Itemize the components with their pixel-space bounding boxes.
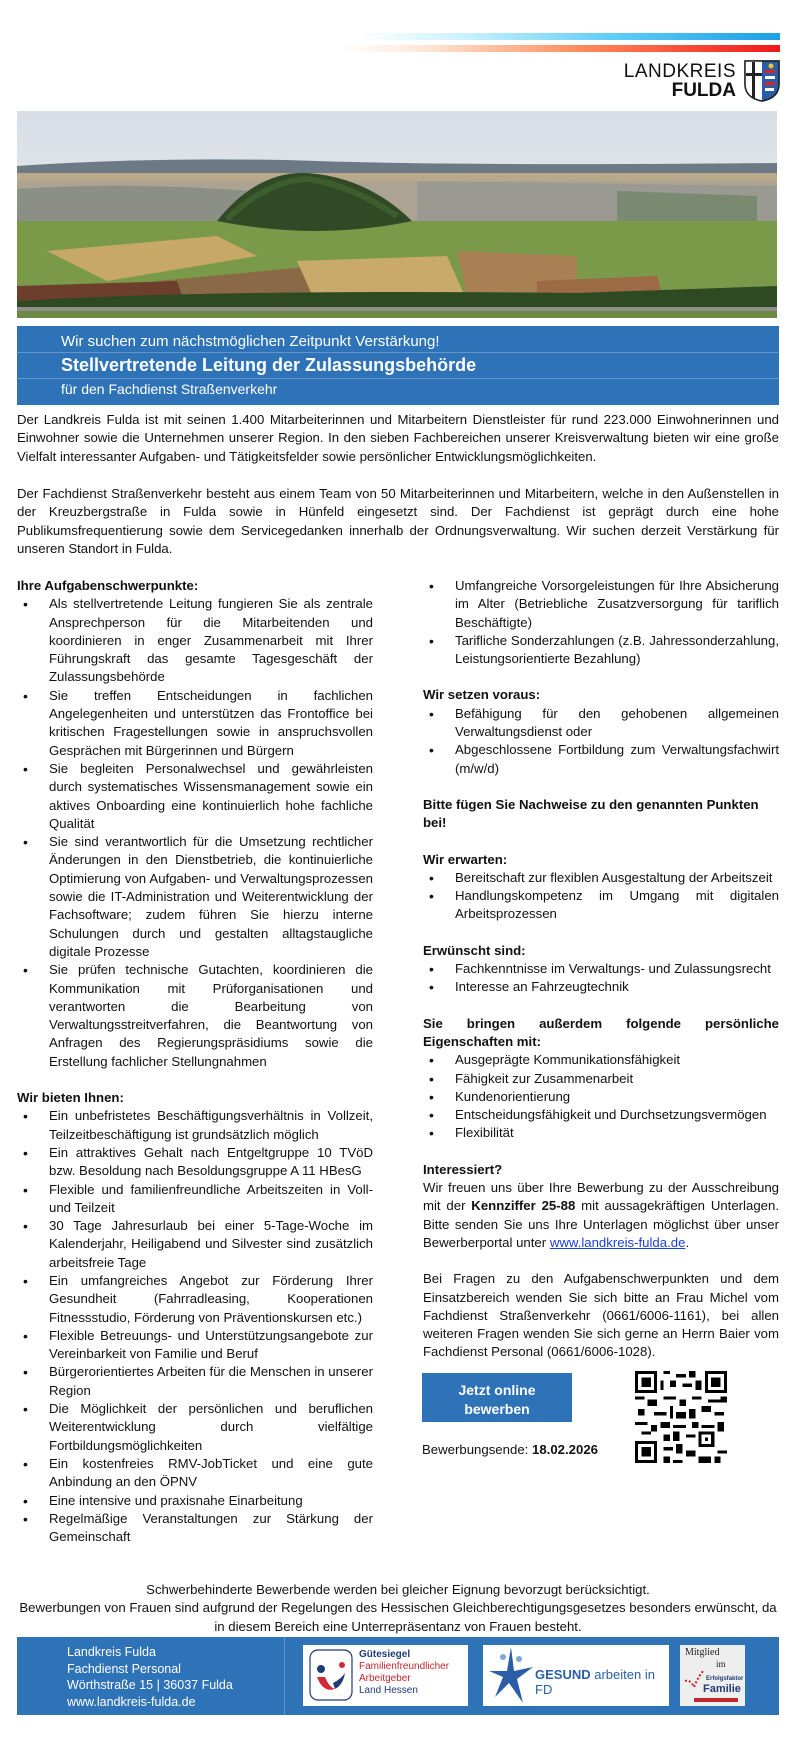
badge2-rest: arbeiten in FD	[535, 1667, 655, 1697]
familienfreundlicher-arbeitgeber-badge	[303, 1645, 468, 1706]
list-item: • Fähigkeit zur Zusammenarbeit	[423, 1070, 779, 1088]
application-instructions	[423, 1179, 779, 1252]
desired-list	[423, 960, 779, 997]
tasks-heading: Ihre Aufgabenschwerpunkte:	[17, 578, 199, 593]
expect-heading: Wir erwarten:	[423, 851, 508, 867]
star-figure-icon	[487, 1645, 535, 1706]
list-item: • Sie sind verantwortlich für die Umsetzung rechtlicher Änderungen in den Dienstbetrieb, die kontinuierliche Optimierung von Aufgaben- und Verwaltungsprozessen sowie die IT-Administration und Weiterentwicklung der Fachsoftware; zudem führen Sie hierzu interne Schulungen durch und gestalten alltagstaugliche digitale Prozesse	[17, 833, 373, 961]
apply-button-label-2: bewerben	[464, 1401, 530, 1417]
badge3-bar	[694, 1698, 738, 1702]
job-title: Stellvertretende Leitung der Zulassungsbehörde	[61, 355, 477, 375]
list-item: • Umfangreiche Vorsorgeleistungen für Ihre Absicherung im Alter (Betriebliche Zusatzversorgung für tariflich Beschäftigte)	[423, 577, 779, 632]
footer-street: Wörthstraße 15 | 36037 Fulda	[67, 1678, 233, 1692]
notice-line-1: Schwerbehinderte Bewerbende werden bei gleicher Eignung bevorzugt berücksichtigt.	[146, 1582, 650, 1597]
footer-divider	[284, 1637, 285, 1715]
offer-list	[17, 1107, 373, 1546]
header-stripe-blue	[360, 33, 780, 40]
coat-of-arms-icon	[744, 60, 780, 102]
apply-online-button[interactable]	[422, 1373, 572, 1422]
footer-org: Landkreis Fulda	[67, 1645, 156, 1659]
badge3-line3: Erfolgsfaktor	[706, 1676, 744, 1682]
list-item: • Flexibilität	[423, 1124, 779, 1142]
list-item: • Sie treffen Entscheidungen in fachlichen Angelegenheiten und unterstützen das Frontoffice bei kritischen Fragestellungen sowie in anspruchsvollen Gesprächen mit Bürgerinnen und Bürgern	[17, 687, 373, 760]
notice-line-2: Bewerbungen von Frauen sind aufgrund der Regelungen des Hessischen Gleichberechtigungsgesetzes besonders erwünscht, da in diesem Bereich eine Unterrepräsentanz von Frauen besteht.	[19, 1600, 777, 1634]
deadline-label: Bewerbungsende:	[422, 1442, 532, 1457]
logo-line1: LANDKREIS	[623, 61, 736, 82]
list-item: • Sie begleiten Personalwechsel und gewährleisten durch systematisches Wissensmanagement sowie ein aktives Onboarding eine kontinuierlich hohe fachliche Qualität	[17, 760, 373, 833]
list-item: • Flexible und familienfreundliche Arbeitszeiten in Voll- und Teilzeit	[17, 1181, 373, 1218]
header-stripe-red	[340, 45, 780, 52]
list-item: • Die Möglichkeit der persönlichen und beruflichen Weiterentwicklung durch vielfältige Fortbildungsmöglichkeiten	[17, 1400, 373, 1455]
badge2-bold: GESUND	[535, 1667, 591, 1682]
requirements-heading: Wir setzen voraus:	[423, 687, 541, 703]
list-item: • Ein attraktives Gehalt nach Entgeltgruppe 10 TVöD bzw. Besoldung nach Besoldungsgruppe A 11 HBesG	[17, 1144, 373, 1181]
list-item: • Ein kostenfreies RMV-JobTicket und eine gute Anbindung an den ÖPNV	[17, 1455, 373, 1492]
list-item: • Handlungskompetenz im Umgang mit digitalen Arbeitsprozessen	[423, 887, 779, 924]
requirements-note: Bitte fügen Sie Nachweise zu den genannten Punkten bei!	[423, 796, 759, 831]
list-item: • Interesse an Fahrzeugtechnik	[423, 978, 779, 996]
hero-landscape-image	[17, 111, 777, 318]
badge3-line1: Mitglied	[685, 1647, 720, 1658]
application-text: Wir freuen uns über Ihre Bewerbung zu der Ausschreibung mit der	[423, 1180, 779, 1214]
logo-line2: FULDA	[671, 80, 736, 101]
footer	[17, 1637, 779, 1715]
application-deadline	[422, 1442, 598, 1457]
offer-list-continued	[423, 577, 779, 668]
banner-divider	[17, 352, 779, 353]
deadline-date: 18.02.2026	[531, 1442, 598, 1457]
portal-link[interactable]: www.landkreis-fulda.de	[549, 1234, 686, 1250]
footer-website[interactable]: www.landkreis-fulda.de	[67, 1694, 196, 1709]
list-item: • Abgeschlossene Fortbildung zum Verwaltungsfachwirt (m/w/d)	[423, 741, 779, 778]
list-item: • Bürgerorientiertes Arbeiten für die Menschen in unserer Region	[17, 1363, 373, 1400]
application-text: mit aussagekräftigen Unterlagen. Bitte senden Sie uns Ihre Unterlagen möglichst über unser Bewerberportal unter	[423, 1198, 779, 1250]
badge1-title: Gütesiegel	[359, 1649, 411, 1660]
contact-paragraph: Bei Fragen zu den Aufgabenschwerpunkten und dem Einsatzbereich wenden Sie sich bitte an Frau Michel vom Fachdienst Straßenverkehr (0661/6006-1161), bei allen weiteren Fragen wenden Sie sich gerne an Herrn Baier vom Fachdienst Personal (0661/6006-1028).	[423, 1271, 779, 1360]
banner-divider	[17, 378, 779, 379]
job-title-banner	[17, 326, 779, 405]
desired-heading: Erwünscht sind:	[423, 942, 526, 958]
traits-list	[423, 1051, 779, 1142]
interested-heading: Interessiert?	[423, 1161, 503, 1177]
footer-address	[67, 1644, 233, 1710]
erfolgsfaktor-familie-badge	[680, 1645, 745, 1706]
qr-code-icon[interactable]	[634, 1371, 728, 1463]
intro-paragraph-2: Der Fachdienst Straßenverkehr besteht aus einem Team von 50 Mitarbeiterinnen und Mitarbeitern, welche in den Außenstellen in der Kreuzbergstraße in Fulda sowie in Hünfeld eingesetzt sind. Der Fachdienst ist geprägt durch eine hohe Publikumsfrequentierung sowie dem Servicegedanken innerhalb der Ordnungsverwaltung. Wir suchen derzeit Verstärkung für unseren Standort in Fulda.	[17, 486, 779, 556]
left-column	[17, 577, 373, 1546]
banner-tagline: Wir suchen zum nächstmöglichen Zeitpunkt Verstärkung!	[61, 333, 440, 350]
badge1-line2: Familienfreundlicher	[359, 1661, 450, 1672]
right-column	[423, 577, 779, 1362]
list-item: • Befähigung für den gehobenen allgemeinen Verwaltungsdienst oder	[423, 705, 779, 742]
list-item: • Ein umfangreiches Angebot zur Förderung Ihrer Gesundheit (Fahrradleasing, Kooperationen Fitnessstudio, Förderung von Präventionskursen etc.)	[17, 1272, 373, 1327]
list-item: • Sie prüfen technische Gutachten, koordinieren die Kommunikation mit Prüforganisationen und verantworten die Bearbeitung von Verwaltungsstreitverfahren, die Beantwortung von Anfragen des Regierungspräsidiums sowie die Erstellung fachlicher Stellungnahmen	[17, 961, 373, 1071]
equal-opportunity-notice	[17, 1581, 779, 1636]
list-item: • Ein unbefristetes Beschäftigungsverhältnis in Vollzeit, Teilzeitbeschäftigung ist grundsätzlich möglich	[17, 1107, 373, 1144]
guetesiegel-logo-icon	[309, 1649, 353, 1701]
tasks-list	[17, 595, 373, 1071]
list-item: • Flexible Betreuungs- und Unterstützungsangebote zur Vereinbarkeit von Familie und Beruf	[17, 1327, 373, 1364]
badge2-text	[535, 1667, 669, 1697]
badge1-line4: Land Hessen	[359, 1685, 418, 1696]
traits-heading: Sie bringen außerdem folgende persönliche Eigenschaften mit:	[423, 1015, 779, 1049]
expect-list	[423, 869, 779, 924]
list-item: • Eine intensive und praxisnahe Einarbeitung	[17, 1492, 373, 1510]
application-text: .	[685, 1234, 690, 1250]
list-item: • Bereitschaft zur flexiblen Ausgestaltung der Arbeitszeit	[423, 869, 779, 887]
kennziffer: Kennziffer 25-88	[471, 1198, 576, 1214]
badge1-line3: Arbeitgeber	[359, 1673, 411, 1684]
footer-dept: Fachdienst Personal	[67, 1661, 181, 1676]
badge3-line4: Familie	[703, 1683, 741, 1695]
list-item: • Kundenorientierung	[423, 1088, 779, 1106]
badge3-line2: im	[716, 1659, 726, 1669]
intro-paragraph-1: Der Landkreis Fulda ist mit seinen 1.400 Mitarbeiterinnen und Mitarbeitern Dienstleister für rund 223.000 Einwohnerinnen und Einwohner sowie die Unternehmen unserer Region. In den sieben Fachbereichen unserer Kreisverwaltung bieten wir eine große Vielfalt interessanter Aufgaben- und Tätigkeitsfelder sowie persönlicher Entwicklungsmöglichkeiten.	[17, 412, 779, 464]
list-item: • Als stellvertretende Leitung fungieren Sie als zentrale Ansprechperson für die Mitarbeitenden und koordinieren in enger Zusammenarbeit mit Ihrer Führungskraft das gesamte Tagesgeschäft der Zulassungsbehörde	[17, 595, 373, 686]
list-item: • Fachkenntnisse im Verwaltungs- und Zulassungsrecht	[423, 960, 779, 978]
job-subtitle: für den Fachdienst Straßenverkehr	[61, 381, 278, 397]
list-item: • Regelmäßige Veranstaltungen zur Stärkung der Gemeinschaft	[17, 1510, 373, 1547]
offer-heading: Wir bieten Ihnen:	[17, 1090, 124, 1106]
list-item: • Ausgeprägte Kommunikationsfähigkeit	[423, 1051, 779, 1069]
gesund-arbeiten-badge	[483, 1645, 669, 1706]
apply-button-label-1: Jetzt online	[458, 1382, 536, 1398]
landkreis-fulda-logo	[624, 60, 780, 102]
list-item: • 30 Tage Jahresurlaub bei einer 5-Tage-Woche im Kalenderjahr, Heiligabend und Silvester sind zusätzlich arbeitsfreie Tage	[17, 1217, 373, 1272]
requirements-list	[423, 705, 779, 778]
list-item: • Tarifliche Sonderzahlungen (z.B. Jahressonderzahlung, Leistungsorientierte Bezahlung)	[423, 632, 779, 669]
list-item: • Entscheidungsfähigkeit und Durchsetzungsvermögen	[423, 1106, 779, 1124]
